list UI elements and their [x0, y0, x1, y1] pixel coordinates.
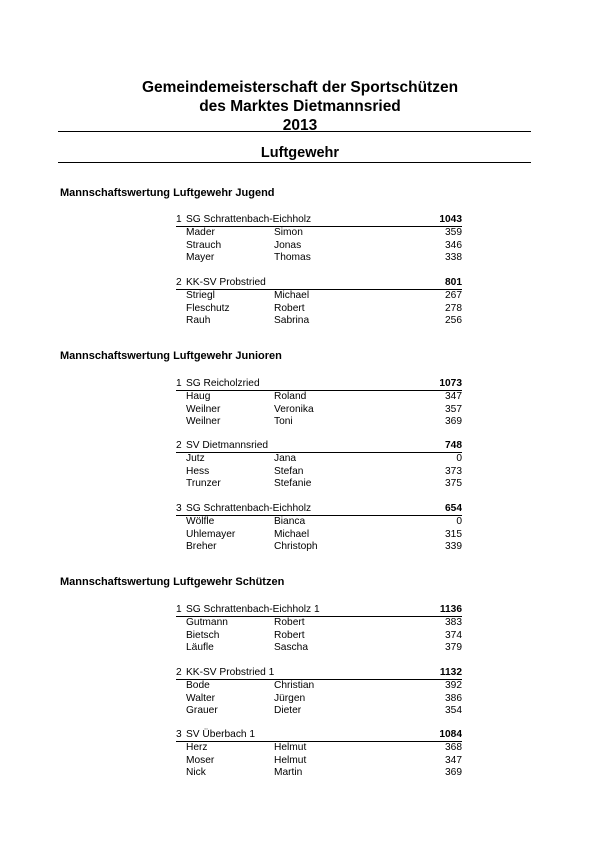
member-first-name: Sabrina: [274, 315, 310, 326]
member-score: 374: [445, 629, 462, 641]
member-row: [176, 391, 462, 404]
team-total: 1084: [439, 729, 462, 740]
member-row: [176, 478, 462, 491]
section-title-schuetzen: Mannschaftswertung Luftgewehr Schützen: [60, 576, 285, 588]
member-score: 354: [445, 705, 462, 716]
member-score: 386: [445, 692, 462, 704]
team-name: KK-SV Probstried: [186, 277, 266, 288]
member-row: [176, 240, 462, 253]
team-name: SG Schrattenbach-Eichholz: [186, 503, 312, 514]
document-year: 2013: [282, 117, 318, 134]
member-score: 369: [445, 767, 462, 778]
member-first-name: Veronika: [274, 403, 314, 415]
team-block: [176, 502, 462, 554]
team-total: 654: [445, 503, 462, 514]
member-last-name: Bode: [186, 680, 210, 691]
member-score: 383: [445, 617, 462, 628]
team-rank: 3: [176, 729, 182, 740]
member-score: 0: [456, 516, 462, 527]
member-last-name: Mayer: [186, 252, 215, 263]
member-last-name: Breher: [186, 541, 217, 552]
member-score: 346: [445, 239, 462, 251]
member-first-name: Robert: [274, 629, 305, 641]
team-header: [176, 439, 462, 453]
team-rank: 3: [176, 503, 182, 514]
member-first-name: Jana: [274, 453, 297, 464]
member-first-name: Jonas: [274, 239, 302, 251]
member-score: 379: [445, 642, 462, 653]
member-score: 347: [445, 754, 462, 766]
team-header: [176, 276, 462, 290]
member-last-name: Weilner: [186, 416, 221, 427]
member-first-name: Roland: [274, 391, 307, 402]
member-last-name: Fleschutz: [186, 302, 230, 314]
team-rank: 2: [176, 440, 182, 451]
team-name: SV Dietmannsried: [186, 440, 269, 451]
member-row: [176, 404, 462, 417]
team-name: KK-SV Probstried 1: [186, 667, 275, 678]
member-row: [176, 453, 462, 466]
section-title-junioren: Mannschaftswertung Luftgewehr Junioren: [60, 350, 282, 362]
team-total: 801: [445, 277, 462, 288]
divider-bottom: [58, 162, 531, 163]
section-title-jugend: Mannschaftswertung Luftgewehr Jugend: [60, 187, 275, 199]
member-score: 347: [445, 391, 462, 402]
member-score: 0: [456, 453, 462, 464]
member-first-name: Robert: [274, 617, 305, 628]
member-row: [176, 742, 462, 755]
team-header: [176, 666, 462, 680]
member-first-name: Jürgen: [274, 692, 306, 704]
member-row: [176, 466, 462, 479]
team-block: [176, 276, 462, 328]
member-first-name: Dieter: [274, 705, 302, 716]
member-first-name: Sascha: [274, 642, 308, 653]
member-first-name: Martin: [274, 767, 303, 778]
member-last-name: Herz: [186, 742, 208, 753]
member-score: 373: [445, 465, 462, 477]
member-row: [176, 529, 462, 542]
member-score: 267: [445, 290, 462, 301]
member-last-name: Striegl: [186, 290, 215, 301]
member-last-name: Wölfle: [186, 516, 215, 527]
member-row: [176, 617, 462, 630]
member-last-name: Bietsch: [186, 629, 220, 641]
member-row: [176, 315, 462, 328]
member-first-name: Michael: [274, 528, 310, 540]
team-name: SG Reicholzried: [186, 378, 260, 389]
member-row: [176, 516, 462, 529]
member-row: [176, 252, 462, 265]
member-last-name: Hess: [186, 465, 210, 477]
team-name: SG Schrattenbach-Eichholz: [186, 214, 312, 225]
team-total: 1132: [439, 667, 462, 678]
member-last-name: Jutz: [186, 453, 205, 464]
member-score: 315: [445, 528, 462, 540]
member-last-name: Haug: [186, 391, 211, 402]
member-last-name: Walter: [186, 692, 216, 704]
member-last-name: Trunzer: [186, 478, 221, 489]
team-rank: 1: [176, 378, 182, 389]
discipline-heading: Luftgewehr: [260, 145, 340, 161]
member-score: 359: [445, 227, 462, 238]
member-first-name: Toni: [274, 416, 293, 427]
divider-top: [58, 131, 531, 132]
team-total: 1073: [439, 378, 462, 389]
member-row: [176, 227, 462, 240]
member-row: [176, 541, 462, 554]
member-first-name: Helmut: [274, 754, 307, 766]
member-row: [176, 767, 462, 780]
member-first-name: Christian: [274, 680, 315, 691]
member-last-name: Moser: [186, 754, 215, 766]
team-block: [176, 666, 462, 718]
member-score: 256: [445, 315, 462, 326]
member-last-name: Gutmann: [186, 617, 228, 628]
team-rank: 2: [176, 277, 182, 288]
member-first-name: Robert: [274, 302, 305, 314]
member-score: 375: [445, 478, 462, 489]
team-rank: 1: [176, 214, 182, 225]
member-last-name: Strauch: [186, 239, 222, 251]
team-name: SV Überbach 1: [186, 729, 256, 740]
team-block: [176, 728, 462, 780]
member-score: 369: [445, 416, 462, 427]
member-last-name: Uhlemayer: [186, 528, 236, 540]
document-title-line-1: Gemeindemeisterschaft der Sportschützen: [141, 79, 459, 96]
member-row: [176, 693, 462, 706]
member-row: [176, 630, 462, 643]
team-block: [176, 377, 462, 429]
member-first-name: Bianca: [274, 516, 306, 527]
team-rank: 1: [176, 604, 182, 615]
member-score: 368: [445, 742, 462, 753]
team-header: [176, 377, 462, 391]
member-first-name: Thomas: [274, 252, 311, 263]
member-first-name: Simon: [274, 227, 303, 238]
team-header: [176, 502, 462, 516]
document-title-line-2: des Marktes Dietmannsried: [199, 98, 401, 115]
member-last-name: Weilner: [186, 403, 221, 415]
team-block: [176, 439, 462, 491]
team-header: [176, 603, 462, 617]
member-last-name: Nick: [186, 767, 206, 778]
member-score: 278: [445, 302, 462, 314]
member-row: [176, 290, 462, 303]
team-rank: 2: [176, 667, 182, 678]
team-header: [176, 213, 462, 227]
member-row: [176, 642, 462, 655]
member-last-name: Läufle: [186, 642, 214, 653]
team-total: 1136: [439, 604, 462, 615]
member-row: [176, 680, 462, 693]
team-block: [176, 603, 462, 655]
member-last-name: Mader: [186, 227, 215, 238]
member-last-name: Rauh: [186, 315, 211, 326]
member-score: 392: [445, 680, 462, 691]
team-block: [176, 213, 462, 265]
member-score: 339: [445, 541, 462, 552]
team-total: 748: [445, 440, 462, 451]
team-name: SG Schrattenbach-Eichholz 1: [186, 604, 320, 615]
member-row: [176, 416, 462, 429]
member-first-name: Helmut: [274, 742, 307, 753]
team-total: 1043: [439, 214, 462, 225]
member-first-name: Stefanie: [274, 478, 312, 489]
member-row: [176, 705, 462, 718]
team-header: [176, 728, 462, 742]
member-score: 357: [445, 403, 462, 415]
member-row: [176, 755, 462, 768]
member-score: 338: [445, 252, 462, 263]
member-last-name: Grauer: [186, 705, 218, 716]
member-first-name: Christoph: [274, 541, 318, 552]
member-row: [176, 303, 462, 316]
member-first-name: Michael: [274, 290, 310, 301]
member-first-name: Stefan: [274, 465, 304, 477]
